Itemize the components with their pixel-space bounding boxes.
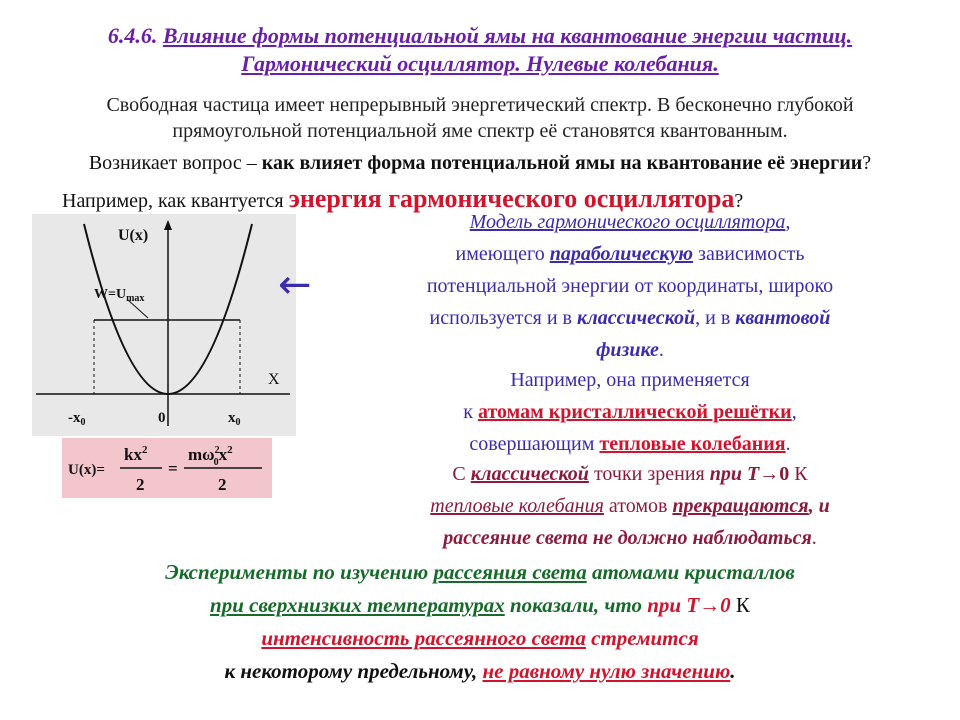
stop-word: прекращаются xyxy=(672,495,809,517)
non-zero-value: не равному нулю значению xyxy=(482,659,731,683)
title-line-1: Влияние формы потенциальной ямы на квантование энергии частиц. xyxy=(162,23,853,48)
question-bold: как влияет форма потенциальной ямы на квантование её энергии xyxy=(261,152,863,174)
model-line-3: потенциальной энергии от координаты, широко xyxy=(426,275,834,297)
formula-den1: 2 xyxy=(136,475,145,494)
question-end: ? xyxy=(862,152,872,174)
intro-paragraph xyxy=(0,92,960,144)
example-highlight: энергия гармонического осциллятора xyxy=(288,184,735,213)
intro-line-1: Свободная частица имеет непрерывный энергетический спектр. В бесконечно глубокой xyxy=(106,94,854,116)
slide-title xyxy=(0,22,960,78)
tick-zero: 0 xyxy=(158,410,166,426)
classical-view: С классической точки зрения при Т→0 К тепловые колебания атомов прекращаются, и рассеяние света не должно наблюдаться. xyxy=(430,463,830,549)
parabola-plot xyxy=(32,214,296,436)
formula-eq: = xyxy=(168,459,178,478)
potential-graph xyxy=(32,214,296,436)
model-parabolic: параболическую xyxy=(549,243,694,265)
formula-num1: $kx^2$ xyxy=(124,444,148,464)
thermal-vibrations-2: тепловые колебания xyxy=(430,495,604,517)
arrow-right-icon-2: → xyxy=(699,593,721,617)
crystal-atoms: атомам кристаллической решётки xyxy=(477,401,792,423)
question-line xyxy=(0,150,960,176)
left-arrow-icon: ← xyxy=(278,262,312,308)
level-label: $W=U_{max}$ xyxy=(94,287,145,304)
application-example: Например, она применяется к атомам кристаллической решётки, совершающим тепловые колебания. xyxy=(330,364,930,460)
thermal-vibrations: тепловые колебания xyxy=(599,433,786,455)
formula-num2: $m\omega^2$ $0x^2$ xyxy=(188,444,233,468)
formula-svg xyxy=(62,438,272,498)
model-quantum: квантовой xyxy=(735,307,831,329)
ultra-low-temps: при сверхнизких температурах xyxy=(210,593,505,617)
x-axis-label: X xyxy=(268,371,280,388)
tick-neg-x0: $-x_0$ xyxy=(68,410,86,428)
scattered-intensity: интенсивность рассеянного света xyxy=(261,626,586,650)
tick-pos-x0: $x_0$ xyxy=(228,410,241,428)
y-axis-label: U(x) xyxy=(118,227,149,244)
formula-lhs: U(x)= xyxy=(68,462,105,478)
scattering-statement: рассеяние света не должно наблюдаться xyxy=(443,527,812,549)
model-classical: классической xyxy=(576,307,696,329)
model-description: Модель гармонического осциллятора, имеющего параболическую зависимость потенциальной энергии от координаты, широко используется и в классической, и в квантовой физике. xyxy=(330,206,930,366)
example-end: ? xyxy=(734,190,744,212)
question-lead: Возникает вопрос – xyxy=(88,152,262,174)
experiment-conclusion: Эксперименты по изучению рассеяния света атомами кристаллов при сверхнизких температурах показали, что при Т→0 К интенсивность рассеянного света стремится к некоторому предельному, не равному нулю значению. xyxy=(165,560,795,683)
model-physics: физике xyxy=(596,339,659,361)
light-scattering: рассеяния света xyxy=(433,560,587,584)
section-number: 6.4.6. xyxy=(107,23,158,48)
example-lead: Например, как квантуется xyxy=(62,190,289,212)
y-axis-arrow xyxy=(164,220,172,230)
arrow-right-icon: → xyxy=(759,463,780,485)
application-line-1: Например, она применяется xyxy=(510,369,750,391)
title-line-2: Гармонический осциллятор. Нулевые колебания. xyxy=(241,51,719,76)
potential-formula xyxy=(62,438,272,498)
intro-line-2: прямоугольной потенциальной яме спектр её становятся квантованным. xyxy=(172,120,788,142)
model-line-1: Модель гармонического осциллятора xyxy=(469,211,786,233)
classical-word: классической xyxy=(470,463,589,485)
formula-den2: 2 xyxy=(218,475,227,494)
